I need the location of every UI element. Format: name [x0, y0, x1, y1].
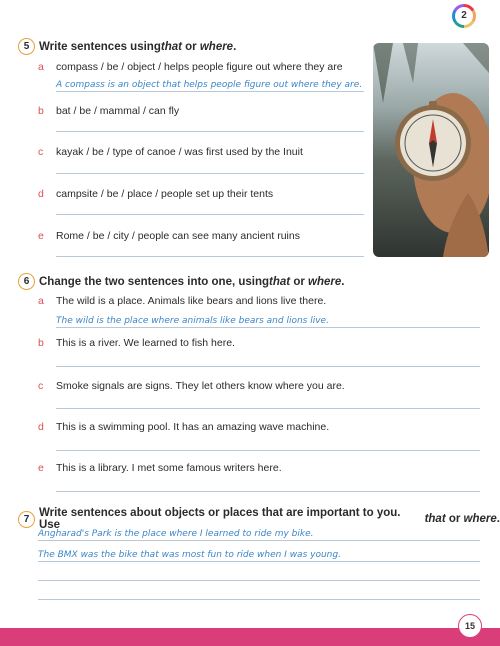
- answer-line[interactable]: [56, 173, 364, 174]
- instruction-word-where: where: [308, 275, 342, 288]
- ex5-item-b: b bat / be / mammal / can fly: [38, 105, 180, 117]
- unit-badge: [452, 4, 476, 28]
- page-number: 15: [458, 614, 482, 638]
- exercise-7-heading: 7 Write sentences about objects or places that are important to you. Use that or where .: [18, 507, 500, 531]
- exercise-5-heading: 5 Write sentences using that or where .: [18, 38, 236, 55]
- answer-line[interactable]: [56, 327, 480, 328]
- ex6-item-c: c Smoke signals are signs. They let others know where you are.: [38, 380, 345, 392]
- instruction-text: Write sentences about objects or places that are important to you. Use: [38, 507, 401, 531]
- ex6-answer-a: The wild is the place where animals like bears and lions live.: [56, 316, 329, 326]
- exercise-6-heading: 6 Change the two sentences into one, using that or where .: [18, 273, 344, 290]
- ex6-item-a: a The wild is a place. Animals like bears and lions live there.: [38, 295, 327, 307]
- ex6-item-b: b This is a river. We learned to fish here.: [38, 337, 235, 349]
- instruction-word-that: that: [424, 513, 446, 525]
- answer-line[interactable]: [38, 561, 480, 562]
- ex7-answer-2: The BMX was the bike that was most fun to ride when I was young.: [38, 550, 341, 560]
- answer-line[interactable]: [56, 131, 364, 132]
- instruction-text: Change the two sentences into one, using: [39, 275, 270, 288]
- unit-number: 2: [455, 7, 473, 25]
- compass-photo: [373, 43, 489, 257]
- instruction-text: Write sentences using: [39, 40, 161, 53]
- answer-line[interactable]: [56, 491, 480, 492]
- ex5-item-a: a compass / be / object / helps people figure out where they are: [38, 61, 343, 73]
- instruction-word-that: that: [160, 40, 182, 53]
- instruction-word-where: where: [199, 40, 234, 53]
- answer-line[interactable]: [38, 540, 480, 541]
- instruction-word-where: where: [463, 513, 497, 525]
- exercise-number: 7: [18, 511, 35, 528]
- ex5-item-e: e Rome / be / city / people can see many ancient ruins: [38, 230, 300, 242]
- answer-line[interactable]: [56, 256, 364, 257]
- ex7-answer-1: Angharad's Park is the place where I learned to ride my bike.: [38, 529, 314, 539]
- answer-line[interactable]: [38, 599, 480, 600]
- ex6-item-d: d This is a swimming pool. It has an amazing wave machine.: [38, 421, 330, 433]
- exercise-number: 5: [18, 38, 35, 55]
- ex5-item-c: c kayak / be / type of canoe / was first used by the Inuit: [38, 146, 303, 158]
- compass-illustration: [373, 43, 489, 257]
- answer-line[interactable]: [56, 408, 480, 409]
- answer-line[interactable]: [38, 580, 480, 581]
- answer-line[interactable]: [56, 366, 480, 367]
- ex6-item-e: e This is a library. I met some famous writers here.: [38, 462, 282, 474]
- answer-line[interactable]: [56, 450, 480, 451]
- ex5-answer-a: A compass is an object that helps people figure out where they are.: [56, 80, 363, 90]
- footer-band: [0, 628, 500, 646]
- ex5-item-d: d campsite / be / place / people set up their tents: [38, 188, 274, 200]
- instruction-word-that: that: [269, 275, 291, 288]
- answer-line[interactable]: [56, 214, 364, 215]
- answer-line[interactable]: [56, 91, 364, 92]
- exercise-number: 6: [18, 273, 35, 290]
